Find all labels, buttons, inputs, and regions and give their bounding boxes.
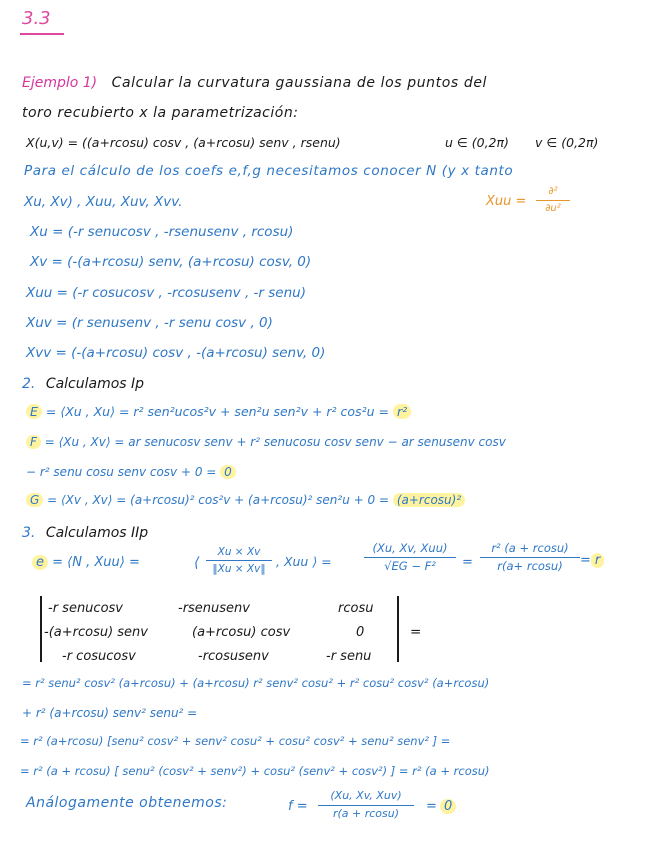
triple-product-denominator: √EG − F²: [384, 559, 436, 574]
parametrization: X(u,v) = ((a+rcosu) cosv , (a+rcosu) senv , rsenu): [26, 135, 341, 150]
det-cell: -r cosucosv: [62, 649, 136, 664]
det-cell: -r senu: [326, 649, 372, 664]
step-2-heading: [22, 377, 144, 391]
E-symbol: E: [26, 404, 42, 419]
note-line-2: Xu, Xv) , Xuu, Xuv, Xvv.: [24, 194, 183, 210]
det-cell: -r senucosv: [48, 601, 123, 616]
F-equation-line-1: [26, 436, 506, 448]
normal-numerator: Xu × Xv: [217, 546, 261, 558]
example-label: Ejemplo 1): [22, 75, 98, 91]
det-cell: rcosu: [338, 601, 374, 616]
det-cell: 0: [356, 625, 365, 640]
derivative-xuu: Xuu = (-r cosucosv , -rcosusenv , -r senu): [26, 285, 306, 301]
det-cell: -rsenusenv: [178, 601, 250, 616]
step-3-heading: [22, 526, 148, 540]
f-lhs: f =: [288, 799, 308, 814]
side-note-denominator: ∂u²: [545, 202, 561, 214]
step-2-label: Calculamos Ip: [45, 376, 145, 392]
e-bracket-open: ⟨: [194, 555, 200, 571]
f-result: 0: [440, 799, 456, 814]
E-result: r²: [393, 404, 411, 419]
F-symbol: F: [26, 435, 41, 449]
f-fraction: [318, 790, 414, 820]
F-equation-line-2: [26, 466, 236, 478]
statement-text-2: toro recubierto x la parametrización:: [22, 105, 299, 121]
triple-product-numerator: (Xu, Xv, Xuu): [372, 541, 448, 555]
f-denominator: r(a + rcosu): [332, 806, 400, 820]
F-result: 0: [220, 465, 236, 479]
G-symbol: G: [26, 493, 43, 507]
derivative-xv: Xv = (-(a+rcosu) senv, (a+rcosu) cosv, 0): [30, 254, 312, 270]
determinant-equals: =: [410, 624, 422, 640]
f-numerator: (Xu, Xv, Xuv): [330, 789, 402, 802]
normal-fraction: [206, 546, 272, 575]
e-lhs: [32, 556, 140, 569]
step-3-number: 3.: [22, 525, 36, 541]
determinant-left-bar: [40, 596, 42, 662]
statement-text-1: Calcular la curvatura gaussiana de los puntos del: [111, 75, 488, 91]
side-note-lhs: Xuu =: [486, 194, 527, 209]
det-cell: -rcosusenv: [198, 649, 269, 664]
side-note-numerator: ∂²: [548, 186, 558, 197]
derivative-xvv: Xvv = (-(a+rcosu) cosv , -(a+rcosu) senv, 0): [26, 345, 326, 361]
normal-denominator: ‖Xu × Xv‖: [212, 563, 266, 576]
expansion-line-2: + r² (a+rcosu) senv² senu² =: [22, 706, 198, 720]
e-result: r: [591, 553, 604, 568]
G-expression: = ⟨Xv , Xv⟩ = (a+rcosu)² cos²v + (a+rcosu)² sen²u + 0 =: [43, 493, 393, 507]
derivative-xuv: Xuv = (r senusenv , -r senu cosv , 0): [26, 315, 273, 331]
derivative-xu: Xu = (-r senucosv , -rsenusenv , rcosu): [30, 224, 294, 240]
e-simplified-numerator: r² (a + rcosu): [491, 541, 569, 555]
analogously-label: Análogamente obtenemos:: [26, 795, 228, 811]
note-line-1: Para el cálculo de los coefs e,f,g necesitamos conocer N (y x tanto: [24, 163, 514, 179]
title-underline: [20, 33, 64, 35]
side-note-fraction: [536, 186, 570, 214]
expansion-line-1: = r² senu² cosv² (a+rcosu) + (a+rcosu) r² senv² cosu² + r² cosu² cosv² (a+rcosu): [22, 676, 490, 690]
example-statement-line-1: [22, 76, 487, 90]
F-expression-2: − r² senu cosu senv cosv + 0 =: [26, 465, 221, 479]
expansion-line-4: = r² (a + rcosu) [ senu² (cosv² + senv²) + cosu² (senv² + cosv²) ] = r² (a + rcosu): [20, 764, 490, 778]
E-expression: = ⟨Xu , Xu⟩ = r² sen²ucos²v + sen²u sen²v + r² cos²u =: [41, 404, 393, 419]
e-simplified-fraction: [480, 542, 580, 573]
e-inner-product: = ⟨N , Xuu⟩ =: [48, 555, 140, 570]
expansion-line-3: = r² (a+rcosu) [senu² cosv² + senv² cosu² + cosu² cosv² + senu² senv² ] =: [20, 734, 451, 748]
e-equals: =: [462, 555, 473, 570]
section-title: 3.3: [22, 8, 51, 29]
f-result-wrap: [440, 800, 456, 813]
e-symbol: e: [32, 555, 48, 570]
triple-product-fraction: [364, 542, 456, 573]
e-result-wrap: = r: [580, 554, 604, 567]
e-bracket-rest: , Xuu ⟩ =: [276, 554, 332, 569]
domain-u: u ∈ (0,2π): [445, 135, 509, 150]
E-equation: [26, 406, 411, 419]
e-simplified-denominator: r(a+ rcosu): [497, 559, 563, 574]
f-equals: =: [426, 799, 437, 814]
step-2-number: 2.: [22, 376, 36, 392]
domain-v: v ∈ (0,2π): [535, 135, 599, 150]
F-expression: = ⟨Xu , Xv⟩ = ar senucosv senv + r² senucosu cosv senv − ar senusenv cosv: [40, 435, 506, 449]
G-result: (a+rcosu)²: [393, 493, 465, 507]
det-cell: (a+rcosu) cosv: [192, 625, 291, 640]
G-equation: [26, 494, 465, 506]
det-cell: -(a+rcosu) senv: [44, 625, 148, 640]
step-3-label: Calculamos IIp: [45, 525, 149, 541]
determinant-right-bar: [397, 596, 399, 662]
